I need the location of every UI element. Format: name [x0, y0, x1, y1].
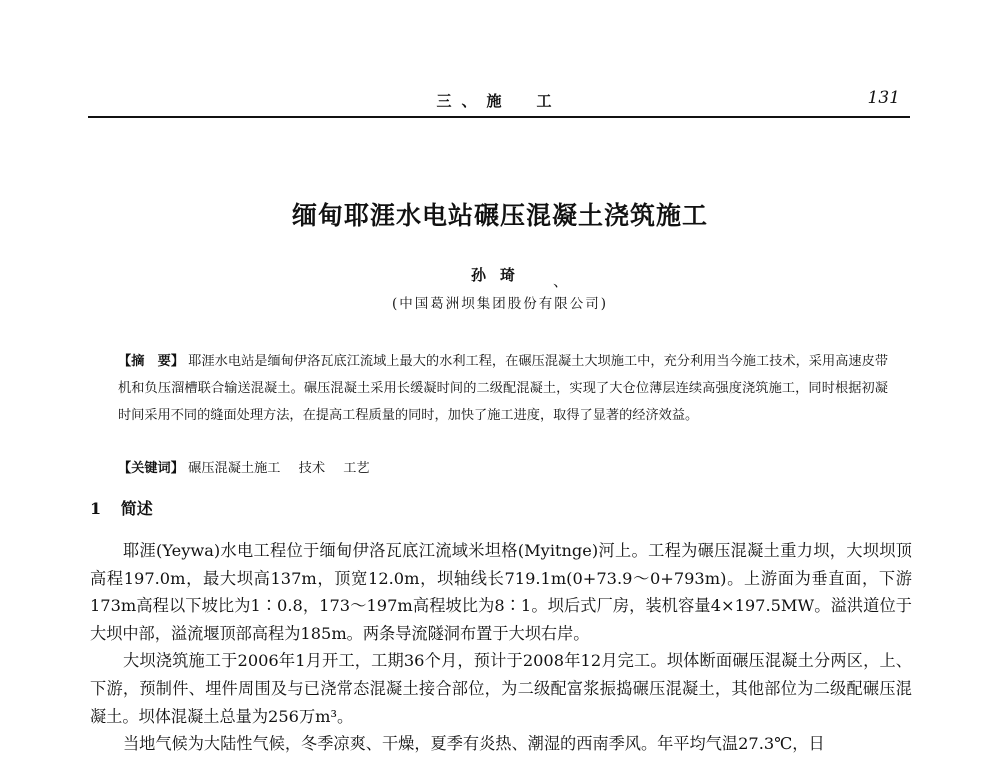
- keywords: [118, 459, 888, 479]
- running-section-title: 三、施 工: [436, 92, 562, 110]
- body-paragraph: 耶涯(Yeywa)水电工程位于缅甸伊洛瓦底江流域米坦格(Myitnge)河上。工程为碾压混凝土重力坝，大坝坝顶高程197.0m，最大坝高137m，顶宽12.0m，坝轴线长719.1m(0+73.9～0+793m)。上游面为垂直面，下游173m高程以下坡比为1∶0.8，173～197m高程坡比为8∶1。坝后式厂房，装机容量4×197.5MW。溢洪道位于大坝中部，溢流堰顶部高程为185m。两条导流隧洞布置于大坝右岸。: [90, 541, 912, 643]
- author-affiliation: (中国葛洲坝集团股份有限公司): [391, 296, 609, 312]
- header-rule: [88, 116, 910, 118]
- body-paragraph: 当地气候为大陆性气候，冬季凉爽、干燥，夏季有炎热、潮湿的西南季风。年平均气温27.3℃，日: [123, 734, 825, 754]
- paper-title: 缅甸耶涯水电站碾压混凝土浇筑施工: [291, 201, 708, 230]
- keyword-item: 技术: [298, 461, 326, 476]
- body-text: [90, 537, 912, 758]
- author-mark: 、: [553, 272, 569, 290]
- running-header: [88, 88, 910, 118]
- section-title: 简述: [120, 499, 153, 518]
- abstract: [118, 348, 888, 429]
- section-heading: [90, 496, 153, 519]
- body-paragraph: 大坝浇筑施工于2006年1月开工，工期36个月，预计于2008年12月完工。坝体断面碾压混凝土分两区，上、下游，预制件、埋件周围及与已浇常态混凝土接合部位，为二级配富浆振捣碾压混凝土，其他部位为二级配碾压混凝土。坝体混凝土总量为256万m³。: [90, 651, 912, 726]
- section-number: 1: [90, 499, 102, 518]
- page-number: 131: [867, 88, 900, 108]
- abstract-label: 【摘 要】: [118, 354, 185, 369]
- author-name: 孙琦: [470, 266, 529, 284]
- keyword-item: 工艺: [343, 461, 370, 476]
- keywords-label: 【关键词】: [118, 461, 184, 476]
- keyword-item: 碾压混凝土施工: [188, 461, 281, 476]
- abstract-text: 耶涯水电站是缅甸伊洛瓦底江流域上最大的水利工程，在碾压混凝土大坝施工中，充分利用当今施工技术，采用高速皮带机和负压溜槽联合输送混凝土。碾压混凝土采用长缓凝时间的二级配混凝土，实现了大仓位薄层连续高强度浇筑施工，同时根据初凝时间采用不同的缝面处理方法，在提高工程质量的同时，加快了施工进度，取得了显著的经济效益。: [118, 354, 889, 423]
